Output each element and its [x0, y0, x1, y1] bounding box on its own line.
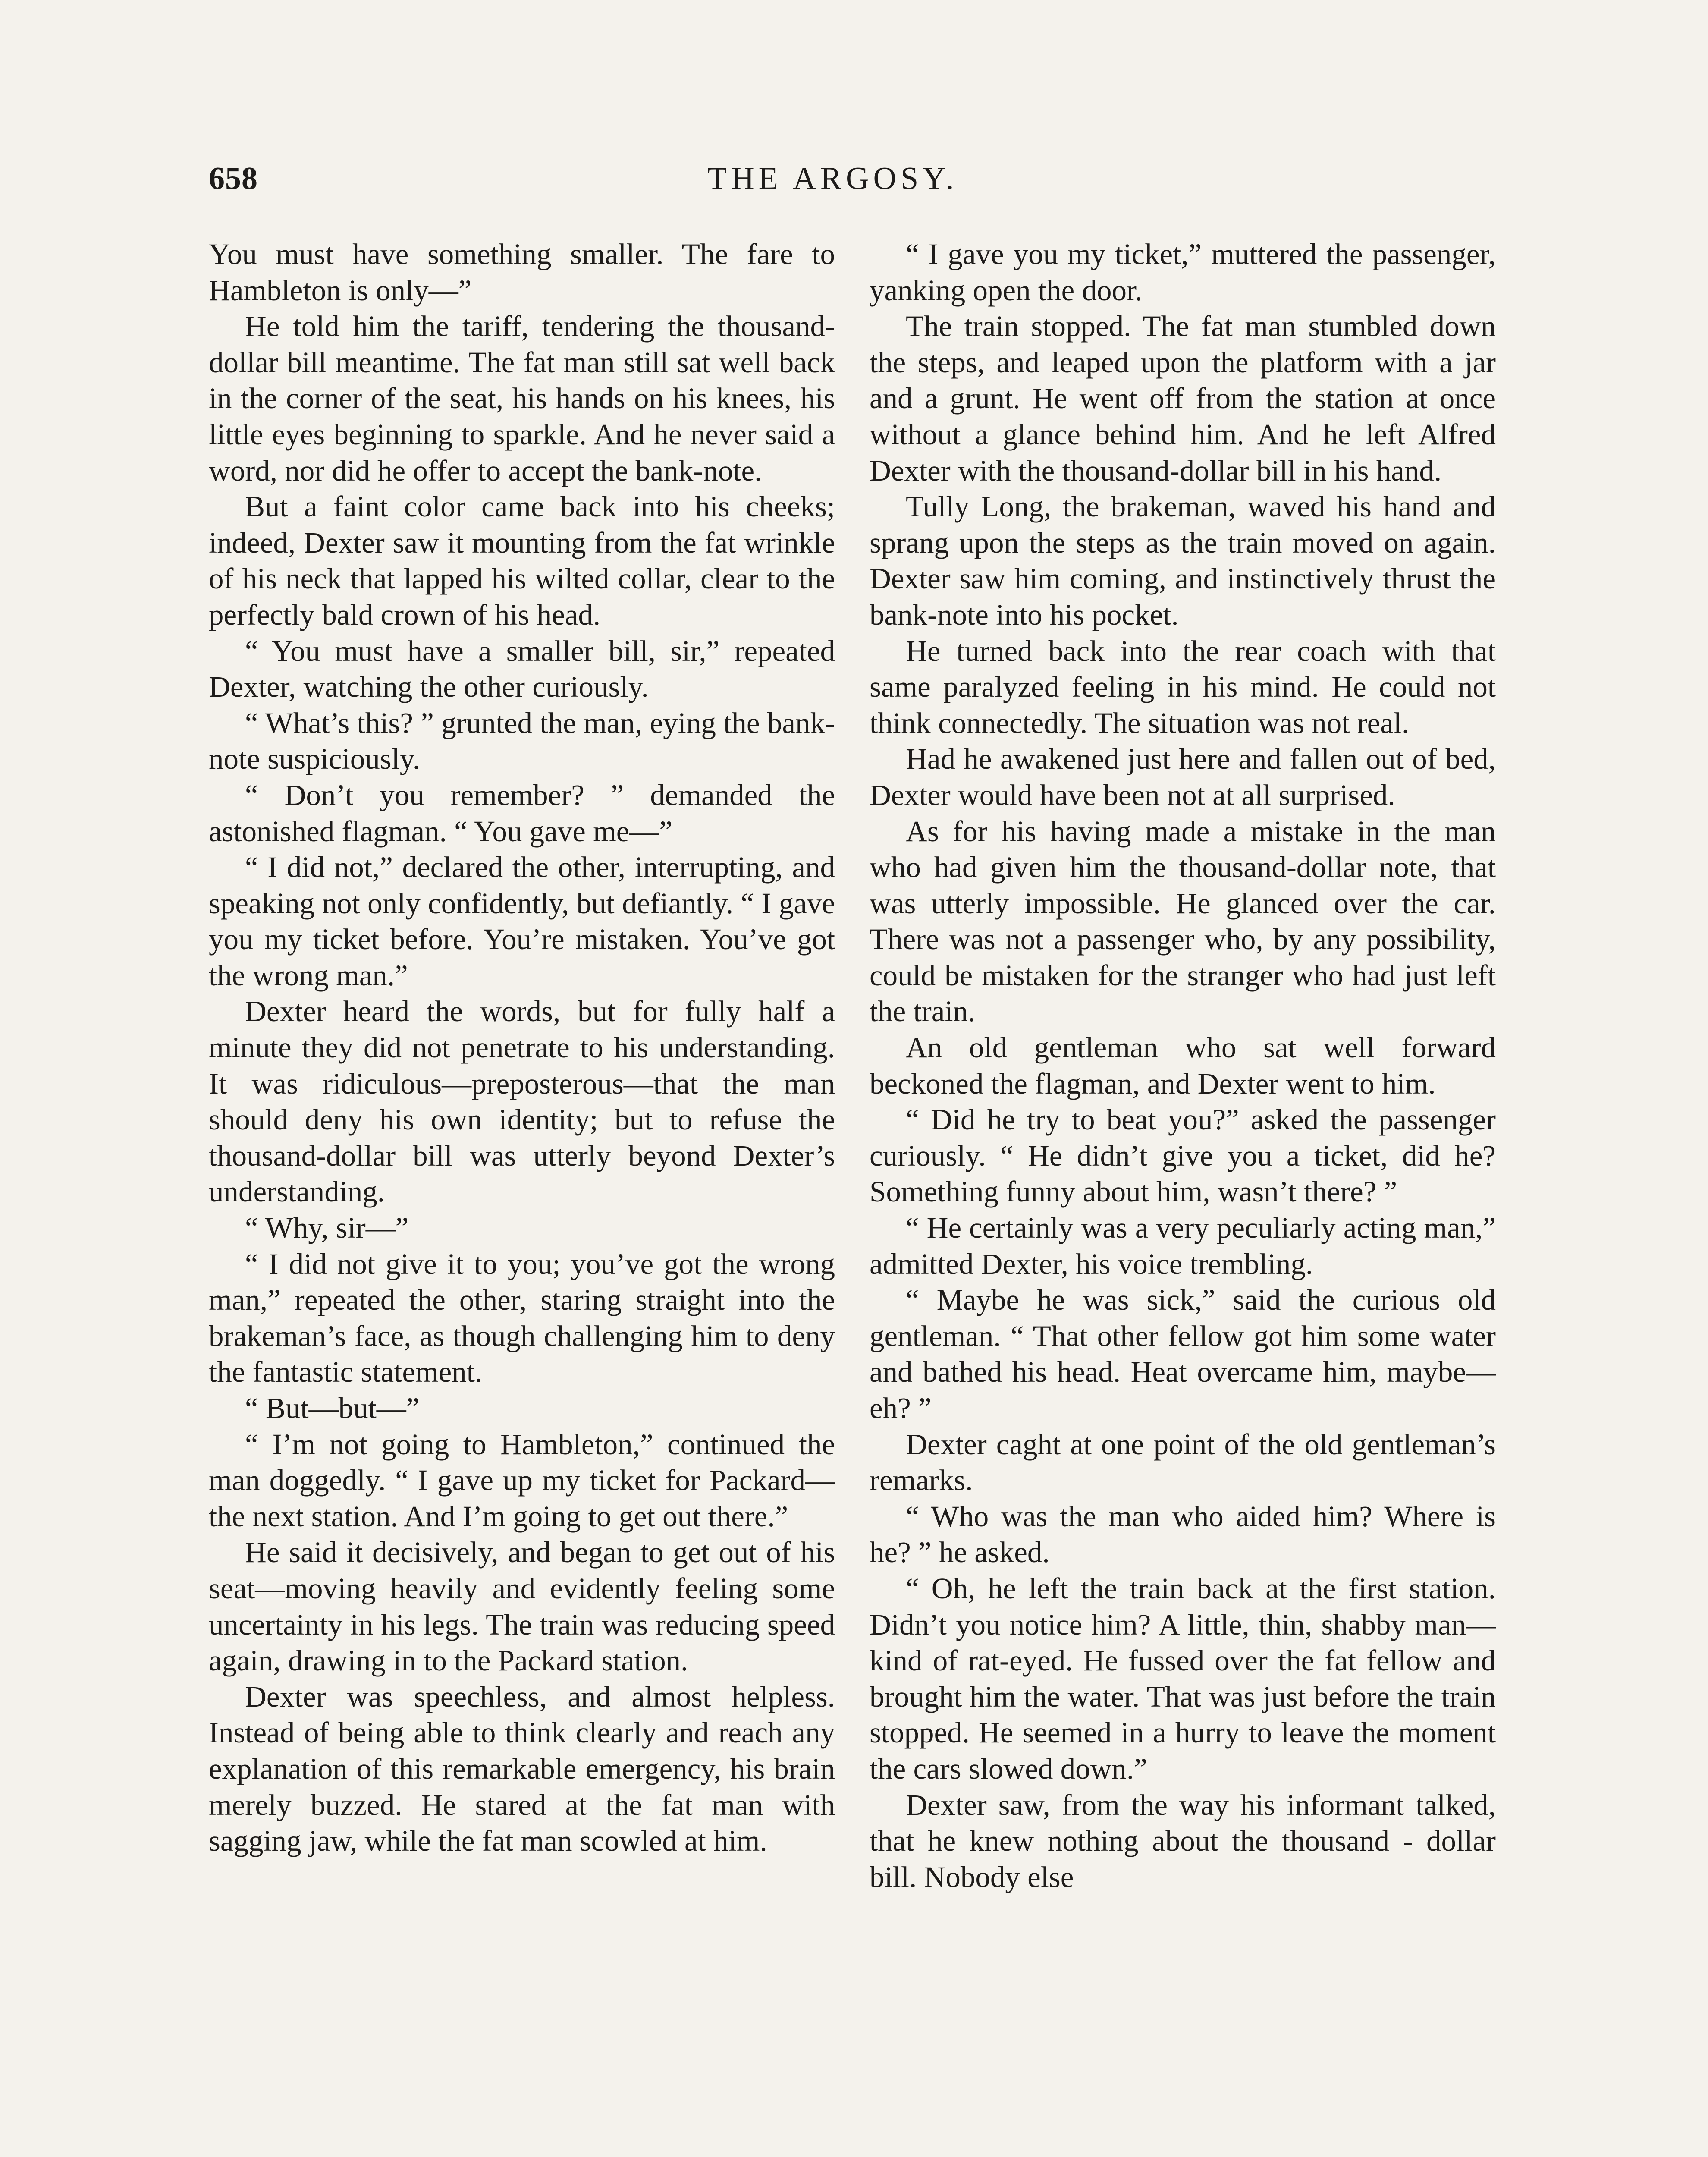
paragraph: But a faint color came back into his cheeks; indeed, Dexter saw it mounting from the fat wrinkle of his neck that lapped his wilted collar, clear to the perfectly bald crown of his head.: [209, 490, 835, 631]
paragraph: Dexter heard the words, but for fully half a minute they did not penetrate to his understanding. It was ridiculous—preposterous—that the man should deny his own identity; but to refuse the thousand-dollar bill was utterly beyond Dexter’s understanding.: [209, 995, 835, 1208]
left-column: [209, 236, 835, 2157]
paragraph: He said it decisively, and began to get out of his seat—moving heavily and evidently feeling some uncertainty in his legs. The train was reducing speed again, drawing in to the Packard station.: [209, 1536, 835, 1677]
paragraph: “ Who was the man who aided him? Where is he? ” he asked.: [870, 1500, 1496, 1569]
paragraph: “ Did he try to beat you?” asked the passenger curiously. “ He didn’t give you a ticket, did he? Something funny about him, wasn’t there? ”: [870, 1103, 1496, 1208]
paragraph: Dexter caght at one point of the old gentleman’s remarks.: [870, 1428, 1496, 1497]
paragraph: “ I did not,” declared the other, interrupting, and speaking not only confidently, but defiantly. “ I gave you my ticket before. You’re mistaken. You’ve got the wrong man.”: [209, 851, 835, 992]
paragraph: “ What’s this? ” grunted the man, eying the bank-note suspiciously.: [209, 706, 835, 776]
paragraph: “ I’m not going to Hambleton,” continued the man doggedly. “ I gave up my ticket for Packard—the next station. And I’m going to get out there.”: [209, 1428, 835, 1533]
paragraph: “ Maybe he was sick,” said the curious old gentleman. “ That other fellow got him some water and bathed his head. Heat overcame him, maybe—eh? ”: [870, 1283, 1496, 1424]
paragraph: Had he awakened just here and fallen out of bed, Dexter would have been not at all surprised.: [870, 742, 1496, 811]
paragraph: As for his having made a mistake in the man who had given him the thousand-dollar note, that was utterly impossible. He glanced over the car. There was not a passenger who, by any possibility, could be mistaken for the stranger who had just left the train.: [870, 814, 1496, 1028]
paragraph: He turned back into the rear coach with that same paralyzed feeling in his mind. He could not think connectedly. The situation was not real.: [870, 634, 1496, 739]
paragraph: Dexter was speechless, and almost helpless. Instead of being able to think clearly and reach any explanation of this remarkable emergency, his brain merely buzzed. He stared at the fat man with sagging jaw, while the fat man scowled at him.: [209, 1680, 835, 1858]
paragraph: The train stopped. The fat man stumbled down the steps, and leaped upon the platform with a jar and a grunt. He went off from the station at once without a glance behind him. And he left Alfred Dexter with the thousand-dollar bill in his hand.: [870, 310, 1496, 487]
paragraph: “ You must have a smaller bill, sir,” repeated Dexter, watching the other curiously.: [209, 634, 835, 704]
paragraph: “ I gave you my ticket,” muttered the passenger, yanking open the door.: [870, 238, 1496, 307]
paragraph: You must have something smaller. The fare to Hambleton is only—”: [209, 238, 835, 307]
paragraph: Tully Long, the brakeman, waved his hand and sprang upon the steps as the train moved on again. Dexter saw him coming, and instinctively thrust the bank-note into his pocket.: [870, 490, 1496, 631]
paragraph: “ Why, sir—”: [245, 1211, 409, 1245]
paragraph: “ He certainly was a very peculiarly acting man,” admitted Dexter, his voice trembling.: [870, 1211, 1496, 1280]
right-column: [870, 236, 1496, 2157]
running-head: THE ARGOSY.: [707, 161, 958, 196]
paragraph: Dexter saw, from the way his informant talked, that he knew nothing about the thousand - dollar bill. Nobody else: [870, 1788, 1496, 1893]
paragraph: “ I did not give it to you; you’ve got the wrong man,” repeated the other, staring straight into the brakeman’s face, as though challenging him to deny the fantastic statement.: [209, 1247, 835, 1389]
paragraph: An old gentleman who sat well forward beckoned the flagman, and Dexter went to him.: [870, 1031, 1496, 1100]
paragraph: “ Don’t you remember? ” demanded the astonished flagman. “ You gave me—”: [209, 778, 835, 848]
paragraph: He told him the tariff, tendering the thousand-dollar bill meantime. The fat man still sat well back in the corner of the seat, his hands on his knees, his little eyes beginning to sparkle. And he never said a word, nor did he offer to accept the bank-note.: [209, 310, 835, 487]
paragraph: “ But—but—”: [245, 1392, 420, 1424]
paragraph: “ Oh, he left the train back at the first station. Didn’t you notice him? A little, thin, shabby man—kind of rat-eyed. He fussed over the fat fellow and brought him the water. That was just before the train stopped. He seemed in a hurry to leave the moment the cars slowed down.”: [870, 1572, 1496, 1785]
page-number: 658: [209, 161, 258, 196]
